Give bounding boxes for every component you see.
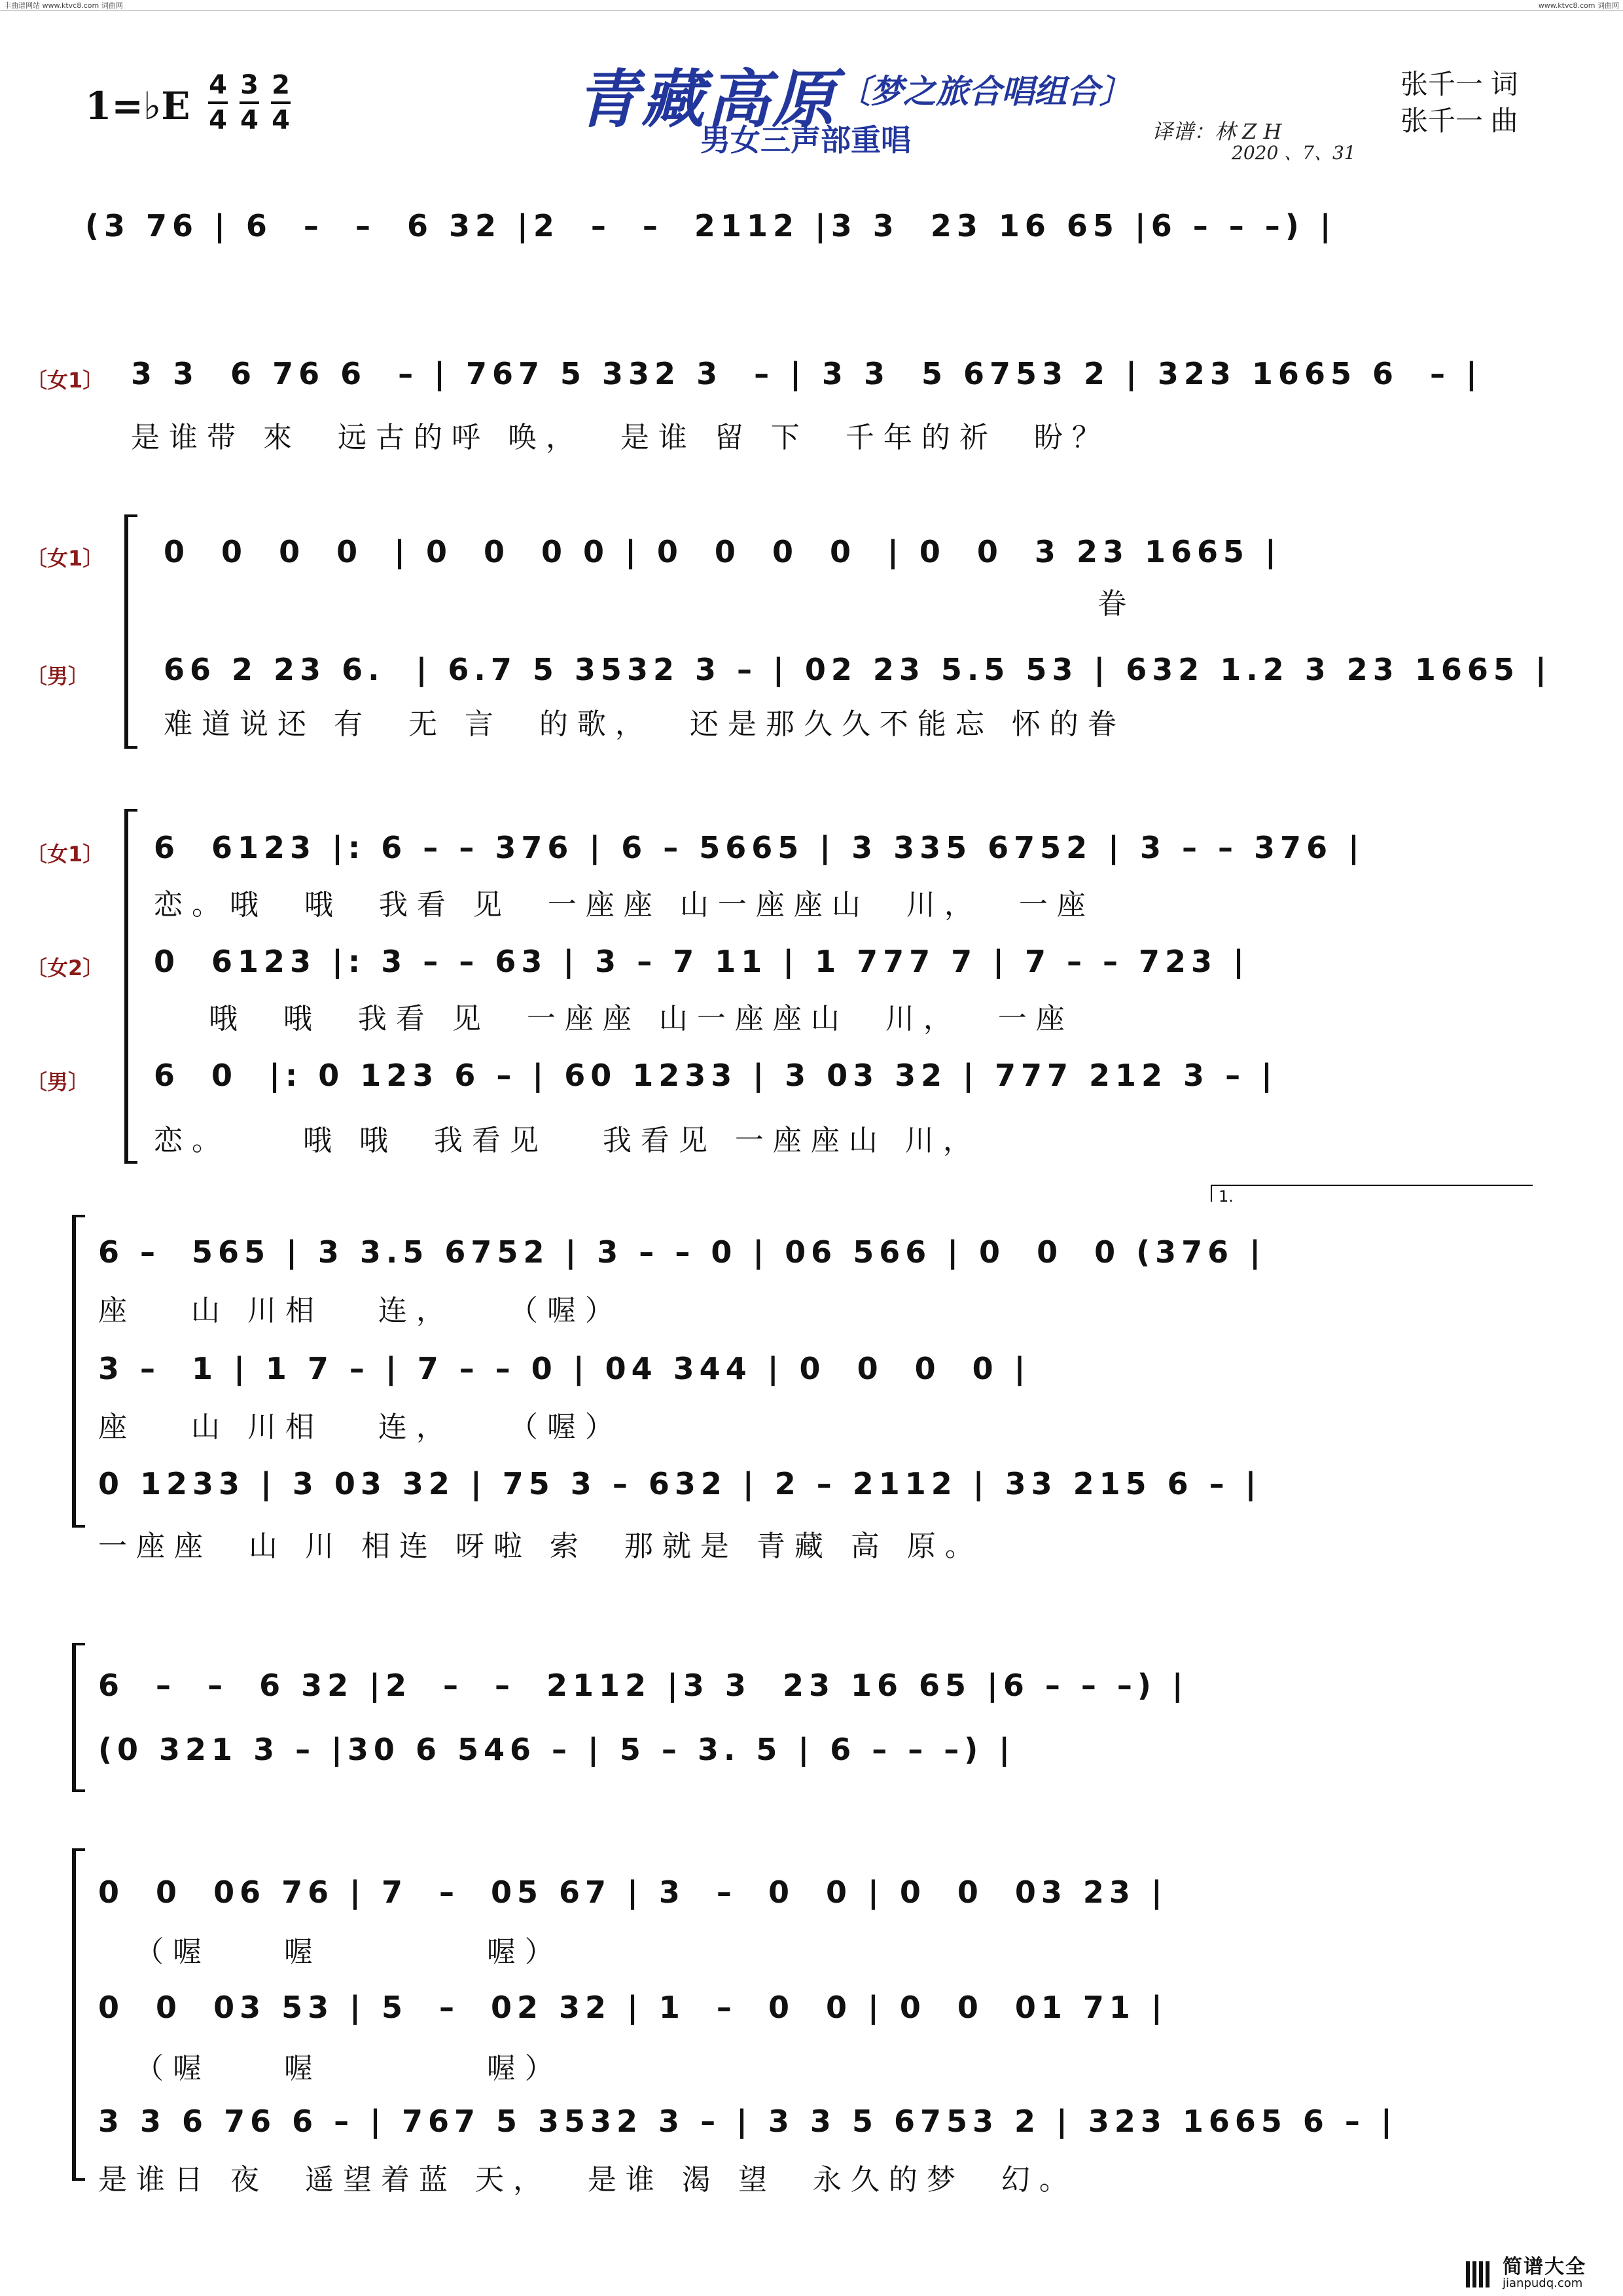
lyric-row: 座 山 川相 连， （喔）: [98, 1410, 623, 1444]
notes-row: 0 1233 | 3 03 32 | 75 3 – 632 | 2 – 2112 | 33 215 6 – |: [98, 1466, 1262, 1501]
lyric-row: 是谁带 來 远古的呼 唤， 是谁 留 下 千年的祈 盼？: [131, 421, 1110, 454]
first-ending-bracket: 1.: [1211, 1185, 1533, 1202]
notes-row: 3 3 6 76 6 – | 767 5 3532 3 – | 3 3 5 6753 2 | 323 1665 6 – |: [98, 2104, 1397, 2139]
top-left-note: 丰曲谱网站 www.ktvc8.com 词曲网: [4, 1, 123, 10]
system-brace: [72, 1643, 85, 1792]
logo-text: 简谱大全: [1503, 2255, 1586, 2278]
notes-row: 6 0 |: 0 123 6 – | 60 1233 | 3 03 32 | 777 212 3 – |: [154, 1058, 1277, 1093]
system-brace: [124, 809, 137, 1164]
top-bar: [0, 0, 1623, 10]
part-label-male: 〔男〕: [26, 1069, 90, 1094]
part-label-female1: 〔女1〕: [26, 368, 104, 393]
composer: 张千一 曲: [1400, 105, 1518, 136]
lyric-row: 恋。 哦 哦 我看见 我看见 一座座山 川，: [154, 1124, 981, 1157]
arranger: 译谱：林 Z H: [1152, 119, 1282, 144]
time-signature: $\frac{3}{4}$: [240, 70, 259, 135]
part-label-female2: 〔女2〕: [26, 956, 104, 980]
subtitle: 男女三声部重唱: [700, 122, 911, 158]
lyric-row: 一座座 山 川 相连 呀啦 索 那就是 青藏 高 原。: [98, 1530, 983, 1563]
date: 2020 、7、31: [1232, 142, 1356, 164]
site-logo[interactable]: [1466, 2257, 1586, 2289]
notes-row: (0 321 3 – |30 6 546 – | 5 – 3. 5 | 6 – – –) |: [98, 1732, 1016, 1767]
notes-row: 6 – 565 | 3 3.5 6752 | 3 – – 0 | 06 566 | 0 0 0 (376 |: [98, 1234, 1266, 1270]
top-right-note: www.ktvc8.com 词曲网: [1538, 1, 1619, 10]
time-signature: $\frac{2}{4}$: [272, 70, 290, 135]
top-rule: [0, 10, 1623, 11]
lyric-row: （喔 喔 喔）: [98, 1935, 563, 1969]
performer: 〔梦之旅合唱组合〕: [838, 73, 1132, 111]
notes-row: 6 – – 6 32 |2 – – 2112 |3 3 23 16 65 |6 – – –) |: [98, 1668, 1188, 1703]
notes-row: 66 2 23 6. | 6.7 5 3532 3 – | 02 23 5.5 53 | 632 1.2 3 23 1665 |: [164, 652, 1552, 687]
intro-notes: (3 76 | 6 – – 6 32 |2 – – 2112 |3 3 23 16 65 |6 – – –) |: [85, 208, 1336, 243]
notes-row: 0 0 0 0 | 0 0 0 0 | 0 0 0 0 | 0 0 3 23 1665 |: [164, 534, 1281, 569]
time-signatures: [208, 72, 291, 134]
notes-row: 0 0 03 53 | 5 – 02 32 | 1 – 0 0 | 0 0 01 71 |: [98, 1990, 1168, 2025]
logo-url: jianpudq.com: [1503, 2276, 1583, 2290]
lyric-row: 难道说还 有 无 言 的歌， 还是那久久不能忘 怀的眷: [164, 708, 1126, 741]
notes-row: 3 3 6 76 6 – | 767 5 332 3 – | 3 3 5 6753 2 | 323 1665 6 – |: [131, 356, 1482, 391]
part-label-female1: 〔女1〕: [26, 842, 104, 867]
lyric-row: 眷: [164, 587, 1136, 620]
lyric-row: （喔 喔 喔）: [98, 2052, 563, 2085]
notes-row: 6 6123 |: 6 – – 376 | 6 – 5665 | 3 335 6752 | 3 – – 376 |: [154, 830, 1364, 865]
lyric-row: 是谁日 夜 遥望着蓝 天， 是谁 渴 望 永久的梦 幻。: [98, 2163, 1077, 2197]
system-brace: [124, 514, 137, 749]
part-label-male: 〔男〕: [26, 664, 90, 689]
lyricist: 张千一 词: [1400, 69, 1518, 99]
piano-keys-icon: [1466, 2259, 1496, 2287]
time-signature: $\frac{4}{4}$: [209, 70, 227, 135]
notes-row: 0 6123 |: 3 – – 63 | 3 – 7 11 | 1 777 7 | 7 – – 723 |: [154, 944, 1249, 979]
key-signature: 1=♭E: [85, 84, 190, 128]
lyric-row: 哦 哦 我看 见 一座座 山一座座山 川， 一座: [154, 1002, 1074, 1035]
song-title: 青藏高原: [576, 63, 838, 136]
notes-row: 3 – 1 | 1 7 – | 7 – – 0 | 04 344 | 0 0 0 0 |: [98, 1351, 1031, 1386]
lyric-row: 恋。哦 哦 我看 见 一座座 山一座座山 川， 一座: [154, 888, 1095, 922]
system-brace: [72, 1848, 85, 2181]
notes-row: 0 0 06 76 | 7 – 05 67 | 3 – 0 0 | 0 0 03 23 |: [98, 1874, 1168, 1910]
part-label-female1: 〔女1〕: [26, 546, 104, 571]
lyric-row: 座 山 川相 连， （喔）: [98, 1294, 623, 1327]
system-brace: [72, 1215, 85, 1528]
